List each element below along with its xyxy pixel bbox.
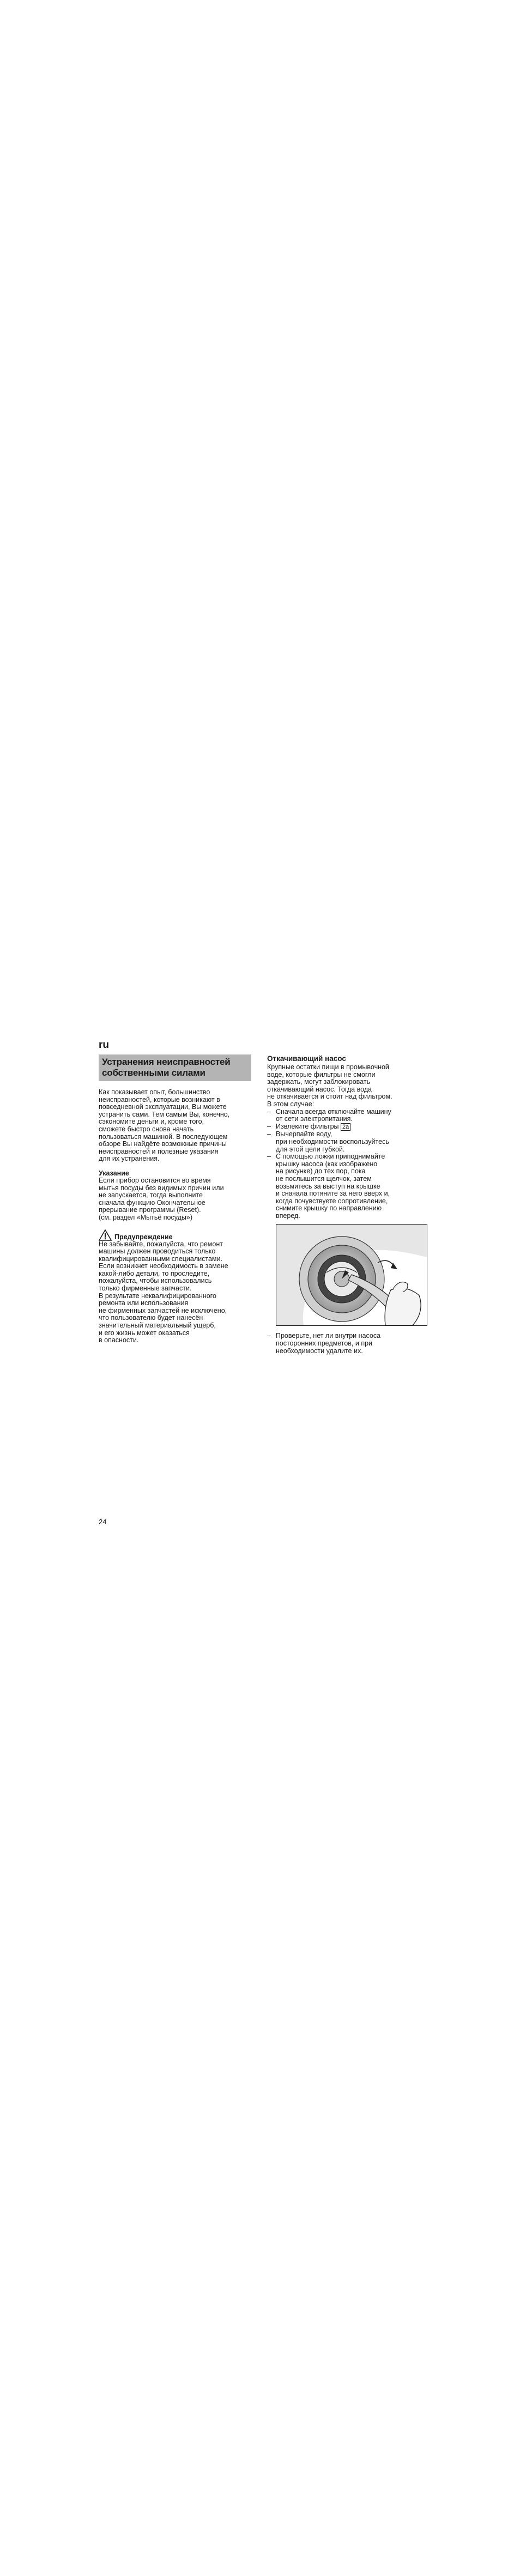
warning-heading-row bbox=[99, 1229, 251, 1241]
section-title-line1: Устранения неисправностей bbox=[102, 1057, 231, 1067]
warning-heading: Предупреждение bbox=[114, 1233, 173, 1241]
step2-text: Извлеките фильтры bbox=[276, 1122, 341, 1130]
list-item: – Проверьте, нет ли внутри насоса посторонних предметов, и при необходимости удалите их. bbox=[267, 1332, 420, 1355]
drain-pump-heading: Откачивающий насос bbox=[267, 1054, 346, 1063]
warning-triangle-icon bbox=[99, 1229, 112, 1241]
list-item bbox=[267, 1123, 420, 1131]
note-heading: Указание bbox=[99, 1169, 129, 1177]
drain-pump-steps bbox=[267, 1108, 420, 1220]
warning-paragraph: Не забывайте, пожалуйста, что ремонт машины должен проводиться только квалифицированными специалистами. Если возникнет необходимость в замене какой-либо детали, то проследите, пожалуйста, чтобы использовались только фирменные запчасти. В результате неквалифицированного ремонта или использования не фирменных запчастей не исключено, что пользователю будет нанесён значительный материальный ущерб, и его жизнь может оказаться в опасности. bbox=[99, 1240, 228, 1344]
pump-illustration-drawing bbox=[276, 1225, 427, 1325]
troubleshooting-column bbox=[99, 1054, 251, 1344]
drain-pump-steps-continued bbox=[267, 1332, 420, 1355]
intro-paragraph: Как показывает опыт, большинство неисправностей, которые возникают в повседневной эксплуатации, Вы можете устранить сами. Тем самым Вы, конечно, сэкономите деньги и, кроме того, сможете быстро снова начать пользоваться машиной. В последующем обзоре Вы найдёте возможные причины неисправностей и полезные указания для их устранения. bbox=[99, 1088, 230, 1163]
language-label: ru bbox=[99, 1039, 109, 1051]
pump-cover-illustration bbox=[276, 1224, 427, 1326]
drain-pump-intro: Крупные остатки пищи в промывочной воде, которые фильтры не смогли задержать, могут заблокировать откачивающий насос. Тогда вода не откачивается и стоит над фильтром. В этом случае: bbox=[267, 1063, 392, 1108]
list-item: – Вычерпайте воду, при необходимости воспользуйтесь для этой цели губкой. bbox=[267, 1131, 420, 1153]
filter-reference-badge: 2a bbox=[341, 1123, 350, 1131]
section-title-line2: собственными силами bbox=[102, 1068, 205, 1078]
list-item: – С помощью ложки приподнимайте крышку насоса (как изображено на рисунке) до тех пор, пока не послышится щелчок, затем возьмитесь за выступ на крышке и сначала потяните за него вверх и, когда почувствуете сопротивление, снимите крышку по направлению вперед. bbox=[267, 1153, 420, 1220]
drain-pump-column bbox=[267, 1054, 420, 1355]
section-title-box bbox=[99, 1054, 251, 1081]
note-paragraph: Если прибор остановится во время мытья посуды без видимых причин или не запускается, тогда выполните сначала функцию Окончательное прерывание программы (Reset). (см. раздел «Мытьё посуды») bbox=[99, 1176, 224, 1221]
page-number: 24 bbox=[99, 1518, 107, 1526]
list-item: – Сначала всегда отключайте машину от сети электропитания. bbox=[267, 1108, 420, 1123]
